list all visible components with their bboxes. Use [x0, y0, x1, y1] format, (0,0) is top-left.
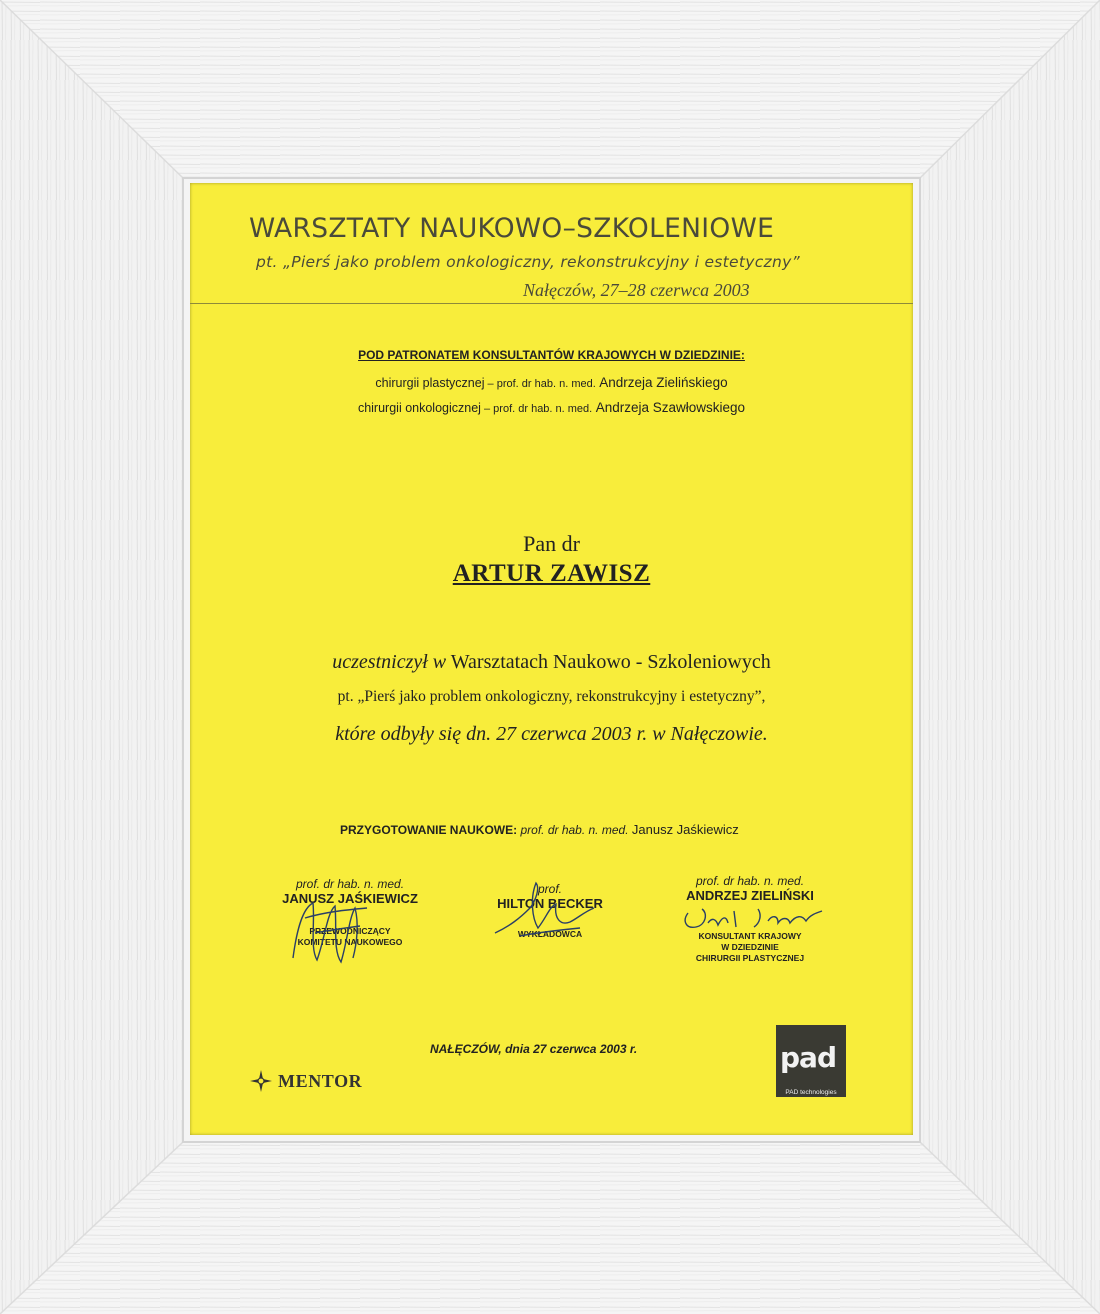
signatory-role: WYKŁADOWCA [517, 929, 583, 939]
header-divider [190, 303, 913, 304]
signature-zielinski [678, 901, 828, 937]
patronage-title: prof. dr hab. n. med. [493, 403, 593, 415]
preparation-label: PRZYGOTOWANIE NAUKOWE: [340, 823, 518, 837]
patronage-line [190, 375, 913, 390]
body-line-1 [190, 651, 913, 674]
preparation-line [340, 822, 739, 837]
body-line-1-italic: uczestniczył w [332, 651, 447, 673]
patronage-heading: POD PATRONATEM KONSULTANTÓW KRAJOWYCH W DZIEDZINIE: [358, 348, 745, 362]
body-line-2: pt. „Pierś jako problem onkologiczny, rekonstrukcyjny i estetyczny”, [337, 688, 766, 705]
signatory-title: prof. dr hab. n. med. [695, 874, 805, 888]
pad-logo-mark: pad [780, 1041, 836, 1074]
mentor-wordmark: MENTOR [278, 1070, 363, 1091]
patronage-name: Andrzeja Zielińskiego [599, 375, 728, 390]
signatory-role: KONSULTANT KRAJOWY [698, 931, 802, 941]
signatory-name: JANUSZ JAŚKIEWICZ [282, 891, 418, 906]
patronage-title: prof. dr hab. n. med. [496, 378, 596, 390]
issue-date: NAŁĘCZÓW, dnia 27 czerwca 2003 r. [430, 1042, 638, 1056]
patronage-field: chirurgii onkologicznej [357, 401, 481, 415]
body-line-1-rest: Warsztatach Naukowo - Szkoleniowych [446, 651, 771, 673]
preparation-name: Janusz Jaśkiewicz [631, 822, 739, 837]
signature-becker [490, 878, 600, 948]
preparation-title: prof. dr hab. n. med. [520, 823, 629, 837]
signatory-role: PRZEWODNICZĄCY [309, 926, 391, 936]
signatory-role: KOMITETU NAUKOWEGO [297, 937, 403, 947]
signatory-role: W DZIEDZINIE [721, 942, 779, 952]
signatory-name: HILTON BECKER [497, 896, 603, 911]
recipient-salutation: Pan dr [523, 531, 580, 556]
signatory-title: prof. [537, 882, 562, 896]
mentor-star-icon [250, 1070, 272, 1092]
body-line-3: które odbyły się dn. 27 czerwca 2003 r. w Nałęczowie. [335, 723, 768, 745]
recipient-name: ARTUR ZAWISZ [452, 560, 651, 587]
place-date: Nałęczów, 27–28 czerwca 2003 [523, 280, 750, 300]
signatory-title: prof. dr hab. n. med. [295, 877, 405, 891]
certificate-subtitle: pt. „Pierś jako problem onkologiczny, rekonstrukcyjny i estetyczny” [256, 253, 800, 271]
pad-technologies-logo [776, 1025, 846, 1097]
pad-logo-label: PAD technologies [785, 1089, 837, 1096]
signature-jaskiewicz [285, 888, 375, 973]
certificate-title: WARSZTATY NAUKOWO–SZKOLENIOWE [249, 213, 775, 244]
certificate-paper [190, 183, 913, 1135]
patronage-sep: – [484, 378, 497, 390]
patronage-line [190, 400, 913, 415]
patronage-field: chirurgii plastycznej [375, 376, 485, 390]
patronage-name: Andrzeja Szawłowskiego [595, 400, 746, 415]
signatory-name: ANDRZEJ ZIELIŃSKI [686, 888, 814, 903]
mentor-logo [250, 1070, 362, 1092]
patronage-sep: – [480, 403, 494, 415]
signatory-role: CHIRURGII PLASTYCZNEJ [695, 953, 805, 963]
